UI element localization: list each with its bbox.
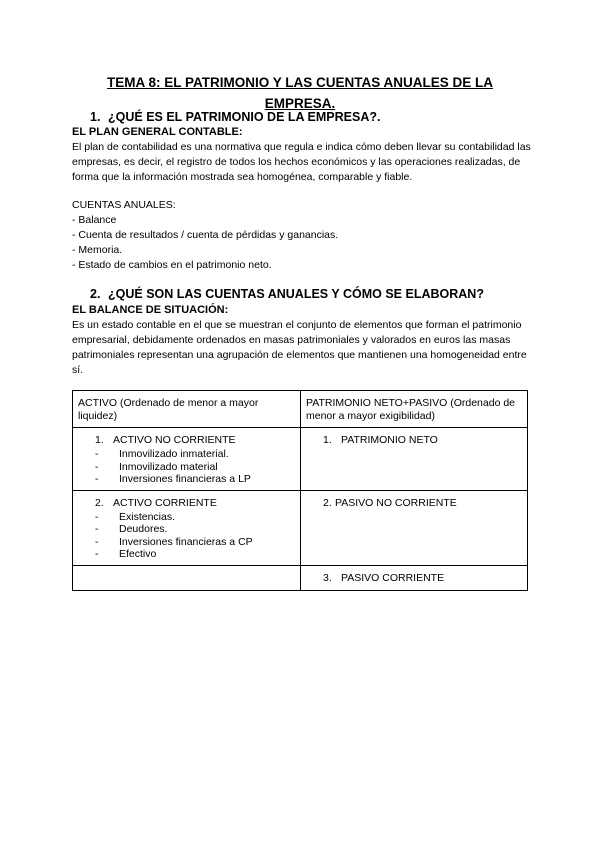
document-title: TEMA 8: EL PATRIMONIO Y LAS CUENTAS ANUALES DE LA EMPRESA.	[106, 75, 494, 111]
cuentas-anuales-list	[72, 198, 338, 273]
activo-no-corriente-subitems	[95, 448, 296, 486]
list-item: - Cuenta de resultados / cuenta de pérdidas y ganancias.	[72, 229, 339, 241]
activo-no-corriente-item: 1. ACTIVO NO CORRIENTE	[95, 434, 236, 446]
plan-general-subheading: EL PLAN GENERAL CONTABLE:	[72, 126, 243, 138]
activo-corriente-cell	[73, 490, 301, 565]
activo-corriente-subitems	[95, 511, 296, 561]
patrimonio-neto-cell	[301, 428, 528, 491]
patrimonio-neto-item: 1. PATRIMONIO NETO	[323, 434, 438, 446]
balance-subheading: EL BALANCE DE SITUACIÓN:	[72, 304, 229, 316]
section-1-title: ¿QUÉ ES EL PATRIMONIO DE LA EMPRESA?.	[108, 110, 381, 124]
list-item: - Inmovilizado inmaterial.	[95, 448, 229, 460]
list-item: - Balance	[72, 214, 117, 226]
pasivo-no-corriente-item: 2. PASIVO NO CORRIENTE	[323, 496, 457, 509]
cuentas-anuales-title: CUENTAS ANUALES:	[72, 199, 176, 211]
list-item: - Deudores.	[95, 523, 168, 535]
list-item: - Inmovilizado material	[95, 460, 218, 473]
activo-corriente-item: 2. ACTIVO CORRIENTE	[95, 496, 217, 509]
table-row	[73, 391, 528, 428]
plan-general-paragraph: El plan de contabilidad es una normativa que regula e indica cómo deben llevar su contabilidad las empresas, es decir, el registro de todos los hechos económicos y las operaciones realizadas, de forma que la información mostrada sea homogénea, comparable y fiable.	[72, 141, 531, 183]
list-item: - Memoria.	[72, 244, 123, 256]
list-item: - Inversiones financieras a LP	[95, 473, 251, 485]
balance-paragraph: Es un estado contable en el que se muestran el conjunto de elementos que forman el patrimonio empresarial, debidamente ordenados en masas patrimoniales y valorados en euros las masas patrimoniales representan una agrupación de elementos que mantienen una homogeneidad entre sí.	[72, 319, 527, 376]
table-row	[73, 428, 528, 491]
section-2-title: ¿QUÉ SON LAS CUENTAS ANUALES Y CÓMO SE ELABORAN?	[108, 287, 484, 301]
section-1-number: 1.	[90, 110, 101, 124]
list-item: - Estado de cambios en el patrimonio neto.	[72, 259, 272, 271]
pasivo-header-cell: PATRIMONIO NETO+PASIVO (Ordenado de menor a mayor exigibilidad)	[301, 391, 528, 428]
section-1-heading	[90, 110, 380, 125]
list-item: - Existencias.	[95, 510, 176, 523]
table-row	[73, 565, 528, 590]
table-row	[73, 490, 528, 565]
activo-no-corriente-cell	[73, 428, 301, 491]
activo-header-cell: ACTIVO (Ordenado de menor a mayor liquidez)	[73, 391, 301, 428]
empty-activo-cell	[73, 565, 301, 590]
section-2-number: 2.	[90, 287, 101, 301]
pasivo-corriente-item: 3. PASIVO CORRIENTE	[323, 571, 445, 584]
list-item: - Inversiones financieras a CP	[95, 535, 253, 548]
pasivo-corriente-cell	[301, 565, 528, 590]
balance-table	[72, 390, 528, 591]
pasivo-no-corriente-cell	[301, 490, 528, 565]
section-2-heading	[90, 287, 484, 302]
list-item: - Efectivo	[95, 548, 157, 560]
